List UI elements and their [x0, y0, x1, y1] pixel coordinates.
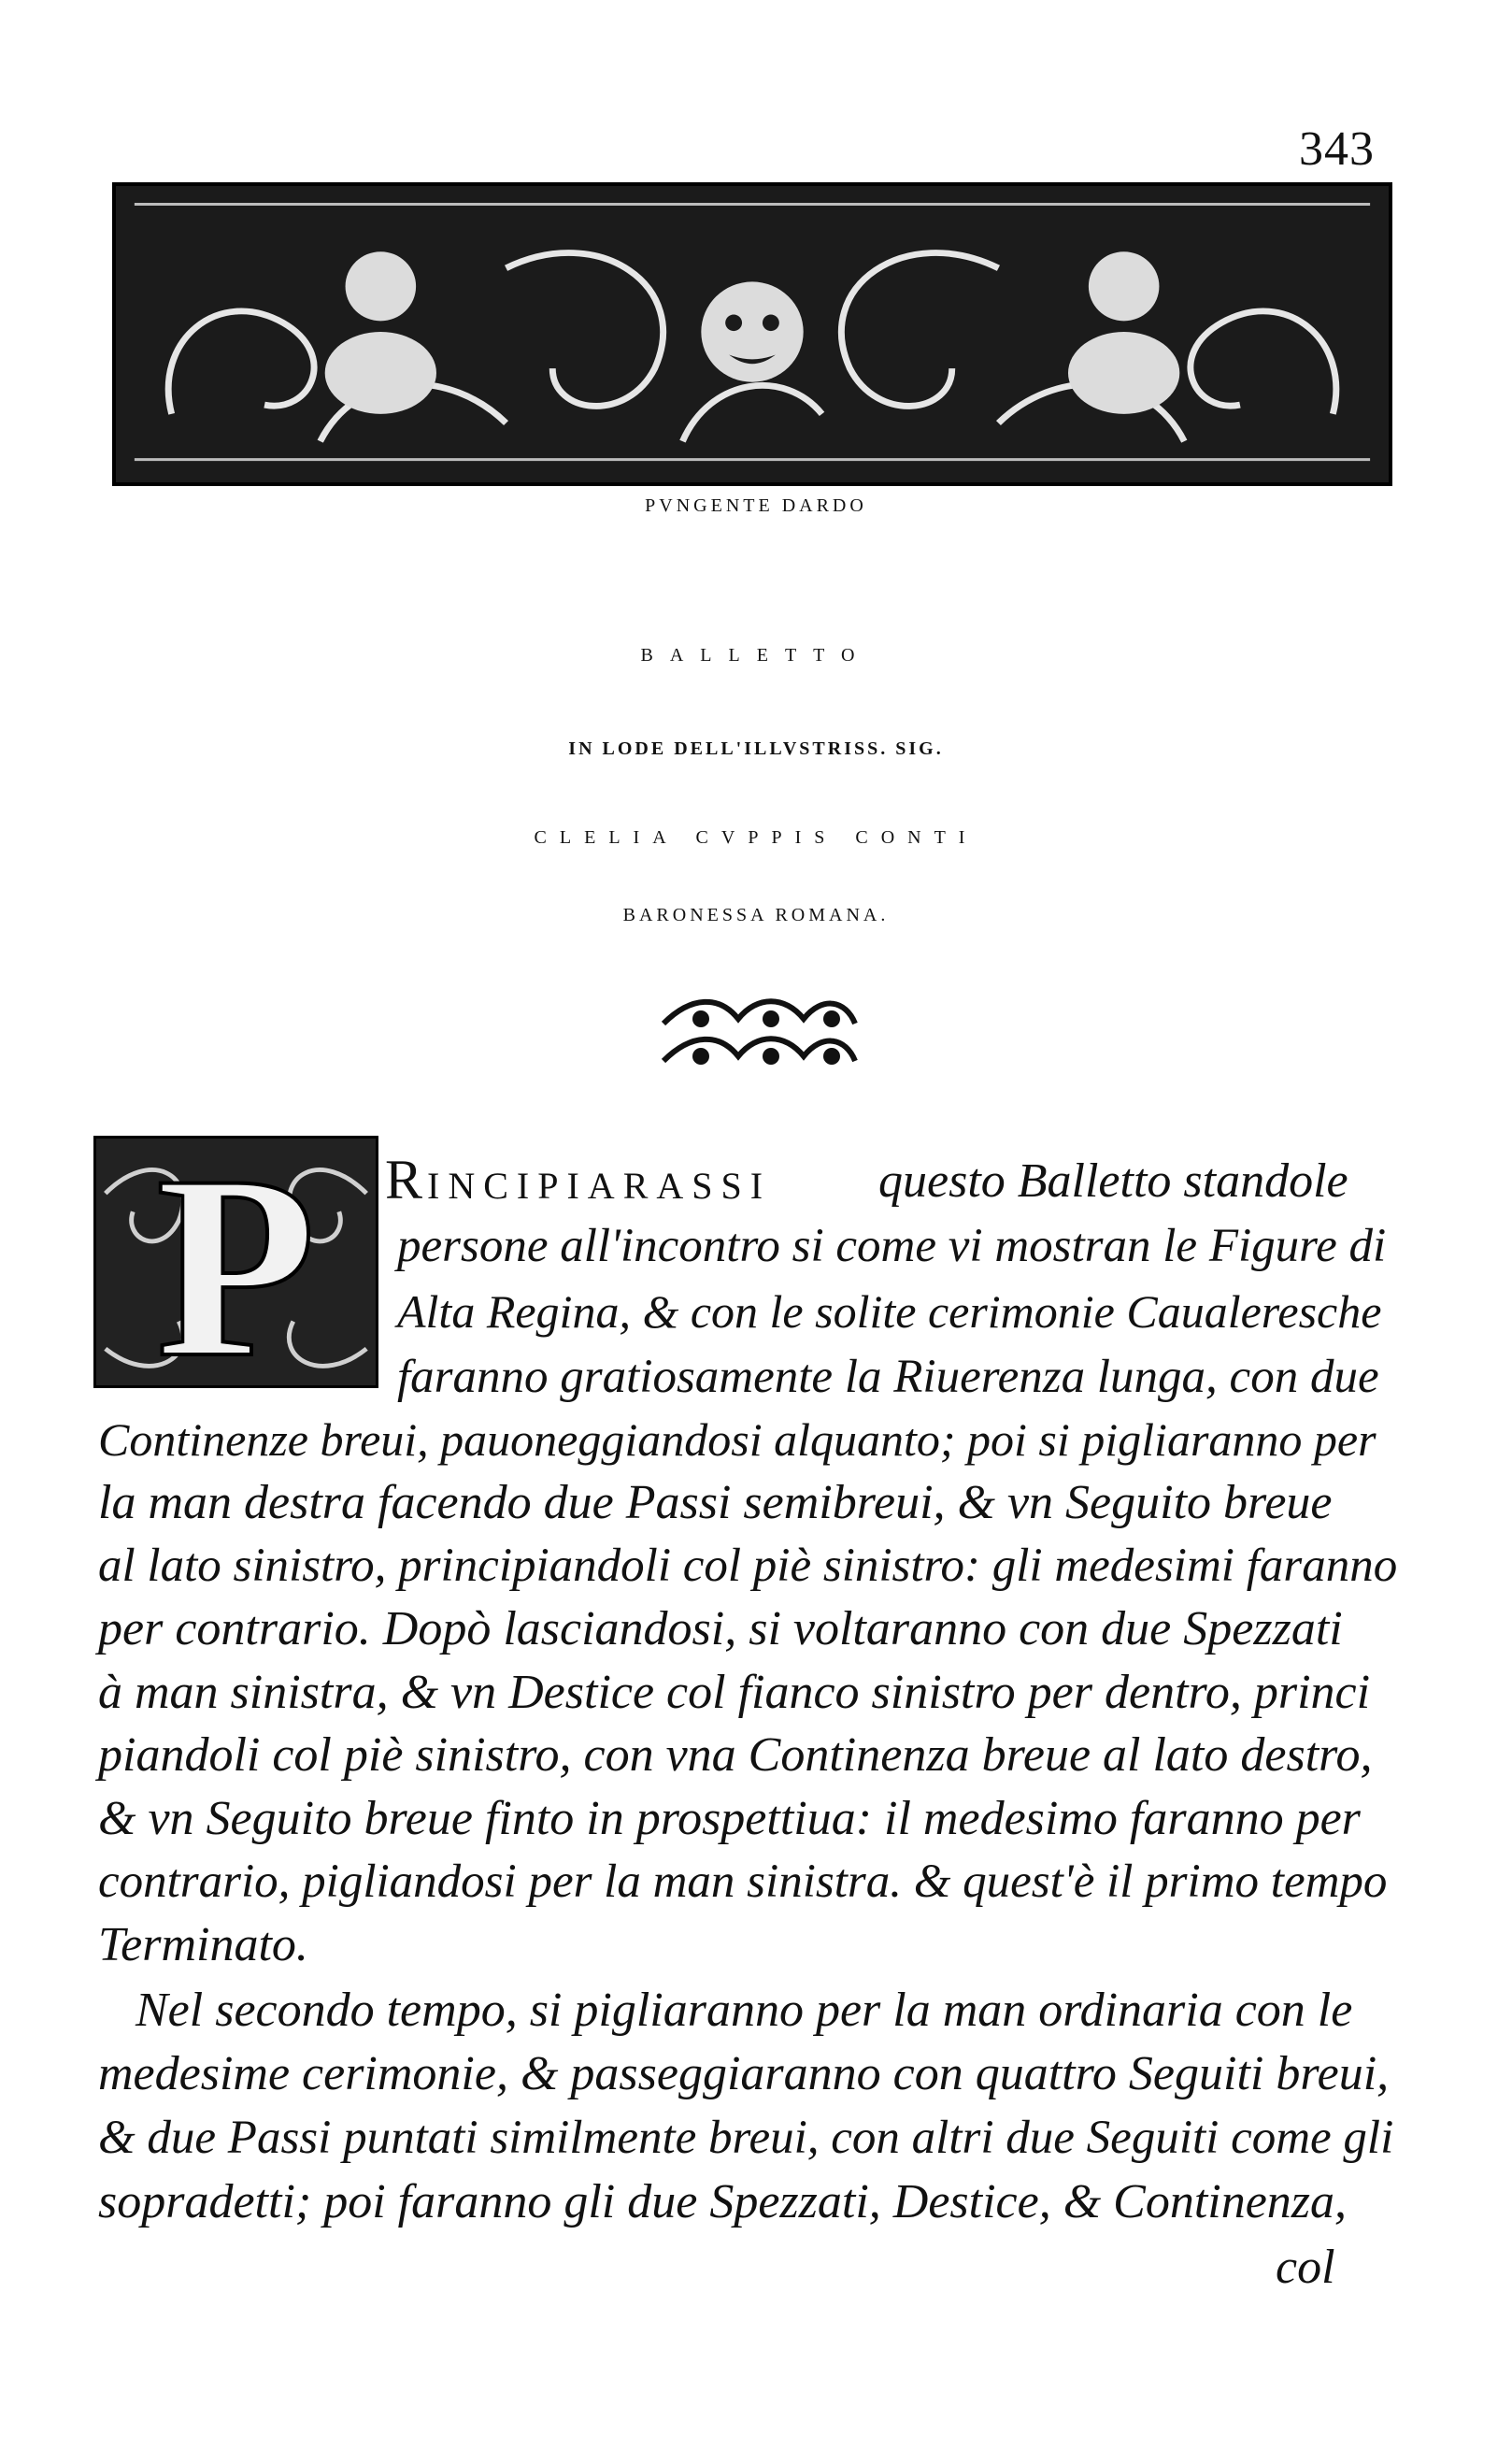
catchword: col	[1276, 2241, 1335, 2294]
text-line: Terminato.	[98, 1918, 308, 1971]
text-line: à man sinistra, & vn Destice col fianco sinistro per dentro, princi	[98, 1666, 1371, 1719]
opening-word-capital: R	[385, 1149, 428, 1211]
text-line: per contrario. Dopò lasciandosi, si voltaranno con due Spezzati	[98, 1602, 1343, 1655]
page-number: 343	[1299, 122, 1375, 176]
title-dedicatee: CLELIA CVPPIS CONTI	[534, 827, 978, 848]
text-line: questo Balletto standole	[878, 1154, 1348, 1208]
title-genre: BALLETTO	[640, 645, 872, 666]
text-line: contrario, pigliandosi per la man sinistra. & quest'è il primo tempo	[98, 1855, 1388, 1908]
text-line: medesime cerimonie, & passeggiaranno con quattro Seguiti breui,	[98, 2047, 1390, 2100]
text-line: sopradetti; poi faranno gli due Spezzati, Destice, & Continenza,	[98, 2175, 1348, 2228]
text-line: al lato sinistro, principiandoli col piè sinistro: gli medesimi faranno	[98, 1540, 1398, 1592]
initial-letter: P	[155, 1136, 317, 1388]
fleuron-icon	[645, 991, 869, 1084]
text-line: Nel secondo tempo, si pigliaranno per la man ordinaria con le	[136, 1984, 1353, 2037]
text-line: Alta Regina, & con le solite cerimonie Caualeresche	[397, 1285, 1382, 1338]
text-line: la man destra facendo due Passi semibreui, & vn Seguito breue	[98, 1476, 1333, 1529]
text-line: & vn Seguito breue finto in prospettiua: il medesimo faranno per	[98, 1792, 1361, 1845]
opening-word	[385, 1149, 772, 1211]
title-main: PVNGENTE DARDO	[645, 495, 867, 516]
text-line: persone all'incontro si come vi mostran le Figure di	[397, 1220, 1387, 1272]
opening-word-small-caps: INCIPIARASSI	[427, 1165, 772, 1207]
ornamental-headpiece-icon	[112, 182, 1392, 486]
title-dedicatee-rank: BARONESSA ROMANA.	[622, 905, 890, 925]
text-line: Continenze breui, pauoneggiandosi alquanto; poi si pigliaranno per	[98, 1413, 1376, 1466]
text-line: & due Passi puntati similmente breui, con altri due Seguiti come gli	[98, 2112, 1394, 2164]
decorated-initial-icon	[93, 1136, 378, 1388]
text-line: piandoli col piè sinistro, con vna Continenza breue al lato destro,	[98, 1728, 1373, 1782]
text-line: faranno gratiosamente la Riuerenza lunga, con due	[397, 1351, 1379, 1403]
title-dedication: IN LODE DELL'ILLVSTRISS. SIG.	[568, 738, 944, 759]
